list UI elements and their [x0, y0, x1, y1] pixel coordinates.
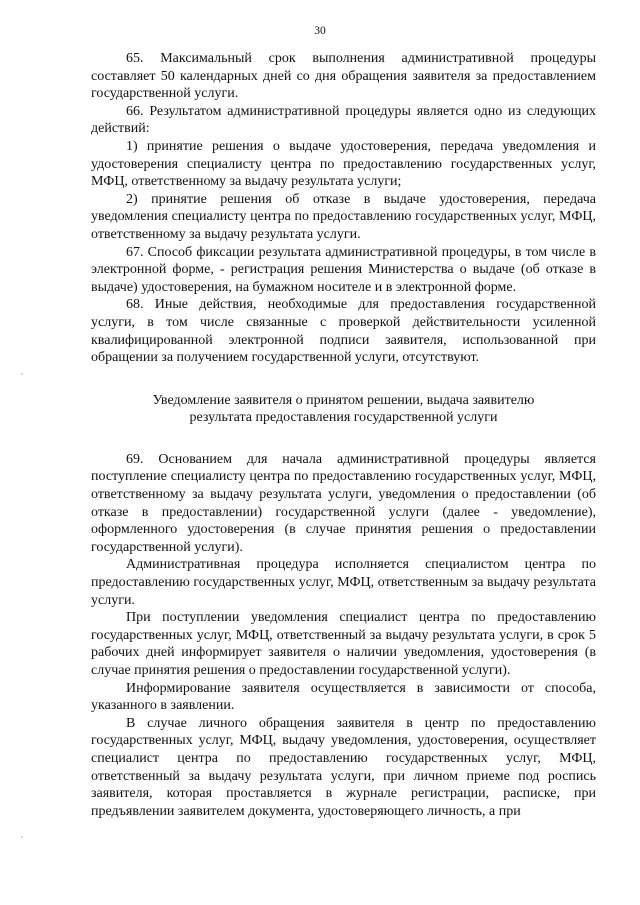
paragraph-68: 68. Иные действия, необходимые для предоставления государственной услуги, в том числе связанные с проверкой действительности усиленной квалифицированной электронной подписи заявителя, использованной при обращении за получением государственной услуги, отсутствуют. [91, 297, 596, 366]
paragraph-66-item-1: 1) принятие решения о выдаче удостоверения, передача уведомления и удостоверения специалисту центра по предоставлению государственных услуг, МФЦ, ответственному за выдачу результата услуги; [91, 138, 596, 190]
paragraph-66-item-2: 2) принятие решения об отказе в выдаче удостоверения, передача уведомления специалисту центра по предоставлению государственных услуг, МФЦ, ответственному за выдачу результата услуги. [91, 191, 596, 242]
paragraph-69: 69. Основанием для начала административной процедуры является поступление специалисту центра по предоставлению государственных услуг, МФЦ, ответственному за выдачу результата услуги, уведомления о предоставлении (об отказе в предоставлении) государственной услуги (далее - уведомление), оформленного удостоверения (в случае принятия решения о предоставлении государственной услуги). [91, 451, 596, 555]
paragraph-personal-visit: В случае личного обращения заявителя в центр по предоставлению государственных услуг, МФЦ, выдачу уведомления, удостоверения, осуществляет специалист центра по предоставлению государственных услуг, МФЦ, ответственный за выдачу результата услуги, при личном приеме под роспись заявителя, которая проставляется в журнале регистрации, расписке, при предъявлении заявителем документа, удостоверяющего личность, а при [91, 715, 596, 819]
section-heading-line-2: результата предоставления государственной услуги [189, 410, 498, 426]
paragraph-67: 67. Способ фиксации результата административной процедуры, в том числе в электронной форме, - регистрация решения Министерства о выдаче (об отказе в выдаче) удостоверения, на бумажном носителе и в электронной форме. [91, 244, 596, 295]
paragraph-66: 66. Результатом административной процедуры является одно из следующих действий: [91, 103, 596, 137]
paragraph-notification-receipt: При поступлении уведомления специалист центра по предоставлению государственных услуг, МФЦ, ответственный за выдачу результата услуги, в срок 5 рабочих дней информирует заявителя о наличии уведомления, удостоверения (в случае принятия решения о предоставлении государственной услуги). [91, 610, 596, 678]
scan-speck [21, 373, 23, 375]
scan-speck [21, 836, 23, 838]
document-body [91, 50, 596, 820]
paragraph-informing-method: Информирование заявителя осуществляется в зависимости от способа, указанного в заявлении. [91, 680, 596, 714]
section-heading-line-1: Уведомление заявителя о принятом решении, выдача заявителю [152, 392, 535, 408]
page-number: 30 [314, 25, 326, 37]
paragraph-65: 65. Максимальный срок выполнения административной процедуры составляет 50 календарных дней со дня обращения заявителя за предоставлением государственной услуги. [91, 51, 596, 102]
paragraph-procedure-executor: Административная процедура исполняется специалистом центра по предоставлению государственных услуг, МФЦ, ответственным за выдачу результата услуги. [91, 557, 596, 608]
section-heading [91, 392, 596, 427]
